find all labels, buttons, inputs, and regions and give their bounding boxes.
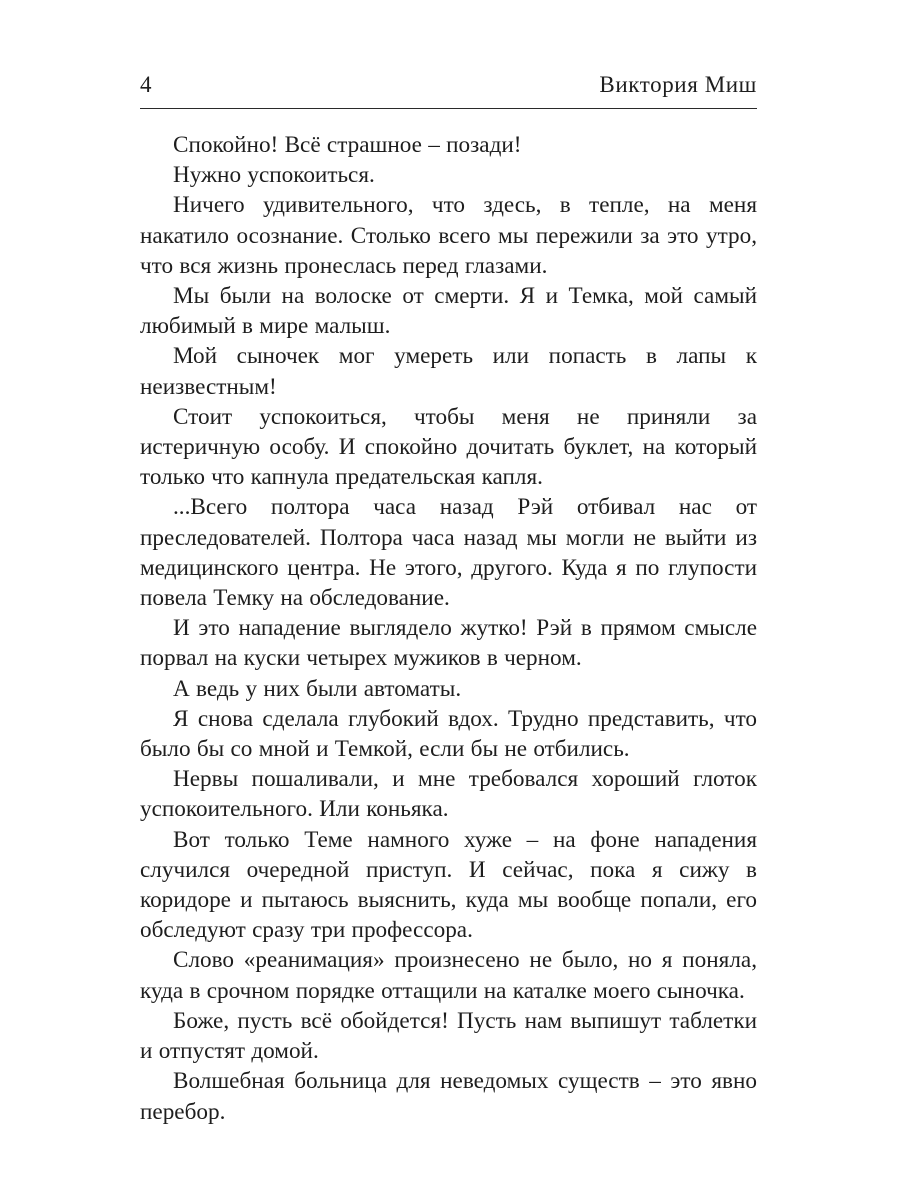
paragraph: Вот только Теме намного хуже – на фоне нападения случился очередной приступ. И сейчас, пока я сижу в коридоре и пытаюсь выяснить, куда мы вообще попали, его обследуют сразу три профессора. <box>140 826 757 944</box>
paragraph: Мы были на волоске от смерти. Я и Темка, мой самый любимый в мире малыш. <box>140 283 757 340</box>
paragraph: Нужно успокоиться. <box>173 162 375 189</box>
paragraph: И это нападение выглядело жутко! Рэй в прямом смысле порвал на куски четырех мужиков в черном. <box>140 615 757 672</box>
paragraph: Мой сыночек мог умереть или попасть в лапы к неизвестным! <box>140 343 757 400</box>
paragraph: ...Всего полтора часа назад Рэй отбивал нас от преследователей. Полтора часа назад мы могли не выйти из медицинского центра. Не этого, другого. Куда я по глупости повела Темку на обследование. <box>140 494 757 612</box>
paragraph: Слово «реанимация» произнесено не было, но я поняла, куда в срочном порядке оттащили на каталке моего сыночка. <box>140 947 757 1004</box>
paragraph: Стоит успокоиться, чтобы меня не приняли за истеричную особу. И спокойно дочитать буклет, на который только что капнула предательская капля. <box>140 403 757 491</box>
paragraph: Я снова сделала глубокий вдох. Трудно представить, что было бы со мной и Темкой, если бы не отбились. <box>140 705 757 763</box>
paragraph: Спокойно! Всё страшное – позади! <box>173 132 522 158</box>
text-body <box>140 130 757 1127</box>
paragraph: Волшебная больница для неведомых существ – это явно перебор. <box>140 1068 757 1125</box>
paragraph: А ведь у них были автоматы. <box>173 675 462 702</box>
paragraph: Боже, пусть всё обойдется! Пусть нам выпишут таблетки и отпустят домой. <box>140 1007 757 1065</box>
running-head <box>140 60 757 109</box>
book-page <box>140 60 757 1140</box>
paragraph: Ничего удивительного, что здесь, в тепле, на меня накатило осознание. Столько всего мы пережили за это утро, что вся жизнь пронеслась перед глазами. <box>140 192 757 279</box>
paragraph: Нервы пошаливали, и мне требовался хороший глоток успокоительного. Или коньяка. <box>140 766 757 823</box>
page-number: 4 <box>140 72 152 97</box>
running-title-author: Виктория Миш <box>599 72 757 97</box>
